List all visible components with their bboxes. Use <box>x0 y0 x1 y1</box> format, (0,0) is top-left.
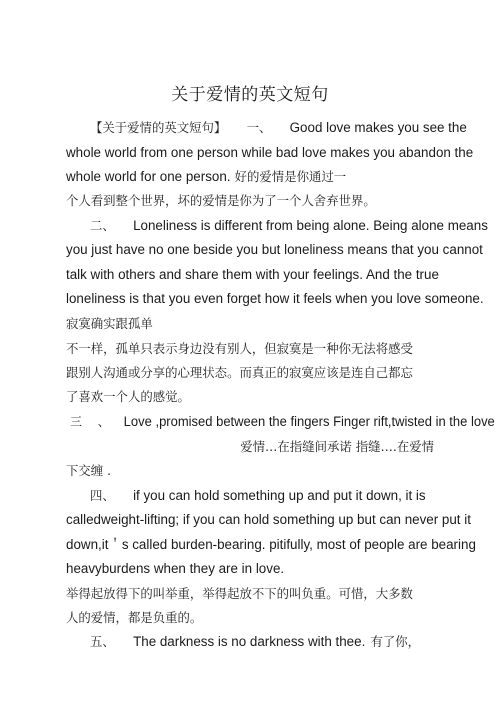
item-5-line-1 <box>90 634 365 651</box>
item-1-number: 一、 <box>246 120 272 135</box>
item-2-line-4: loneliness is that you even forget how it feels when you love someone. <box>66 291 484 306</box>
item-2-line-2: you just have no one beside you but loneliness means that you cannot <box>66 242 483 257</box>
item-3-translation-1: 爱情…在指缝间承诺 指缝….在爱情 <box>240 439 434 454</box>
page-title: 关于爱情的英文短句 <box>171 85 329 105</box>
doc-heading-bracket: 【关于爱情的英文短句】 <box>90 120 227 135</box>
item-1-text-start: Good love makes you see the <box>289 120 467 135</box>
item-3-line-1 <box>70 414 495 431</box>
item-2-translation-4: 了喜欢一个人的感觉。 <box>66 389 190 404</box>
item-4-number: 四、 <box>90 488 115 503</box>
item-1-translation-start: 好的爱情是你通过一 <box>234 169 347 184</box>
item-4-line-1 <box>90 488 426 505</box>
item-1-line-1 <box>90 120 467 137</box>
item-2-translation-2: 不一样，孤单只表示身边没有别人，但寂寞是一种你无法将感受 <box>66 341 413 356</box>
item-3-number: 三 <box>70 414 83 429</box>
item-2-number: 二、 <box>90 218 115 233</box>
item-2-translation-3: 跟别人沟通或分享的心理状态。而真正的寂寞应该是连自己都忘 <box>66 365 413 380</box>
item-5-translation: 有了你， <box>370 634 420 649</box>
item-3-text: Love ,promised between the fingers Finger rift,twisted in the love <box>123 414 495 429</box>
item-3-separator: 、 <box>97 414 110 429</box>
item-2-line-3: talk with others and share them with your feelings. And the true <box>66 267 439 282</box>
item-4-translation-1: 举得起放得下的叫举重，举得起放不下的叫负重。可惜，大多数 <box>66 586 413 601</box>
item-1-translation-end: 个人看到整个世界，坏的爱情是你为了一个人舍弃世界。 <box>66 193 376 208</box>
item-3-translation-2: 下交缠 . <box>66 463 112 478</box>
item-4-translation-2: 人的爱情，都是负重的。 <box>66 610 203 625</box>
item-4-line-4: heavyburdens when they are in love. <box>66 561 285 576</box>
item-5-number: 五、 <box>90 634 115 649</box>
item-2-translation-1: 寂寞确实跟孤单 <box>66 316 153 331</box>
item-4-line-2: calledweight-lifting; if you can hold something up but can never put it <box>66 512 471 527</box>
item-1-text-end: whole world for one person. <box>66 169 231 184</box>
item-5-text: The darkness is no darkness with thee. <box>133 634 366 649</box>
item-1-line-2: whole world from one person while bad love makes you abandon the <box>66 145 474 160</box>
item-2-line-1 <box>90 218 488 235</box>
item-2-text-start: Loneliness is different from being alone. Being alone means <box>133 218 488 233</box>
item-4-line-3: down,it＇s called burden-bearing. pitifully, most of people are bearing <box>66 537 476 552</box>
item-1-line-3 <box>66 169 346 186</box>
item-4-text-start: if you can hold something up and put it down, it is <box>133 488 426 503</box>
